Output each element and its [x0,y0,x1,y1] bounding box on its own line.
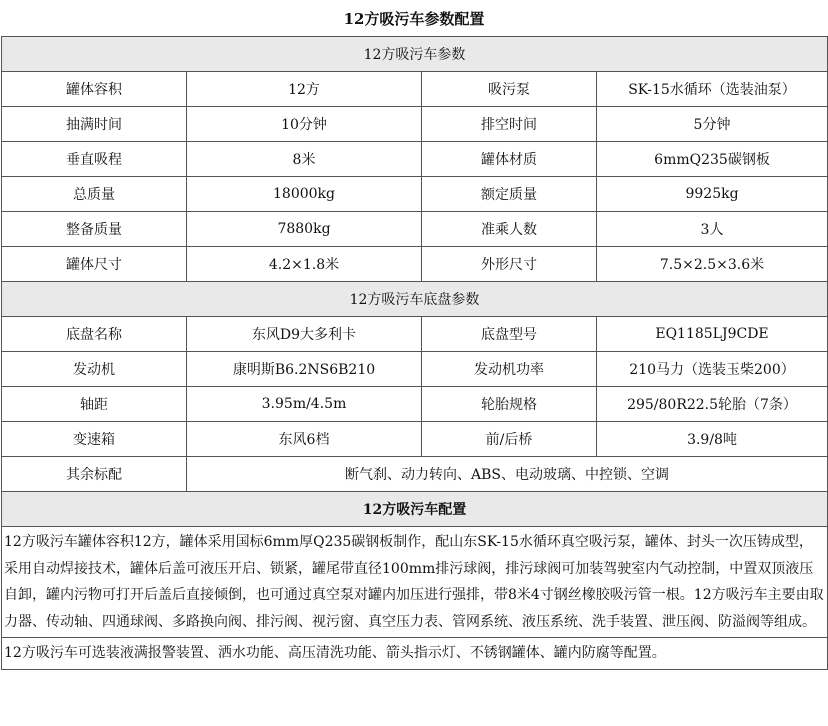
table-row [2,177,828,212]
param-value: 10分钟 [187,107,422,142]
param-value: 9925kg [597,177,828,212]
param-label: 底盘型号 [422,317,597,352]
other-label: 其余标配 [2,457,187,492]
param-value: 7880kg [187,212,422,247]
optional-config-paragraph: 12方吸污车可选装液满报警装置、洒水功能、高压清洗功能、箭头指示灯、不锈钢罐体、罐内防腐等配置。 [2,638,828,670]
param-label: 轮胎规格 [422,387,597,422]
param-label: 吸污泵 [422,72,597,107]
param-label: 额定质量 [422,177,597,212]
param-value: EQ1185LJ9CDE [597,317,828,352]
param-label: 总质量 [2,177,187,212]
param-label: 垂直吸程 [2,142,187,177]
page-title: 12方吸污车参数配置 [343,10,485,28]
param-value: 210马力（选装玉柴200） [597,352,828,387]
param-value: 康明斯B6.2NS6B210 [187,352,422,387]
table-row [2,387,828,422]
param-label: 发动机 [2,352,187,387]
param-label: 罐体尺寸 [2,247,187,282]
param-label: 外形尺寸 [422,247,597,282]
param-label: 轴距 [2,387,187,422]
param-value: 东风D9大多利卡 [187,317,422,352]
param-value: 6mmQ235碳钢板 [597,142,828,177]
section-header-row [2,37,828,72]
table-row [2,352,828,387]
param-value: 18000kg [187,177,422,212]
section-title-chassis: 12方吸污车底盘参数 [2,282,828,317]
param-value: 12方 [187,72,422,107]
param-label: 整备质量 [2,212,187,247]
table-row [2,142,828,177]
param-value: 3人 [597,212,828,247]
param-label: 底盘名称 [2,317,187,352]
table-row [2,107,828,142]
section-header-row [2,492,828,527]
table-row [2,247,828,282]
section-title-config: 12方吸污车配置 [2,492,828,527]
config-paragraph: 12方吸污车罐体容积12方，罐体采用国标6mm厚Q235碳钢板制作，配山东SK-15水循环真空吸污泵，罐体、封头一次压铸成型，采用自动焊接技术，罐体后盖可液压开启、锁紧，罐尾带直径100mm排污球阀，排污球阀可加装驾驶室内气动控制，中置双顶液压自卸，罐内污物可打开后盖后直接倾倒，也可通过真空泵对罐内加压进行强排，带8米4寸钢丝橡胶吸污管一根。12方吸污车主要由取力器、传动轴、四通球阀、多路换向阀、排污阀、视污窗、真空压力表、管网系统、液压系统、洗手装置、泄压阀、防溢阀等组成。 [2,527,828,638]
table-row [2,317,828,352]
param-value: SK-15水循环（选装油泵） [597,72,828,107]
section-title-params: 12方吸污车参数 [2,37,828,72]
param-label: 前/后桥 [422,422,597,457]
table-row [2,72,828,107]
param-label: 排空时间 [422,107,597,142]
param-value: 3.9/8吨 [597,422,828,457]
param-label: 变速箱 [2,422,187,457]
table-row [2,527,828,638]
section-header-row [2,282,828,317]
param-label: 抽满时间 [2,107,187,142]
param-value: 3.95m/4.5m [187,387,422,422]
table-row [2,422,828,457]
other-value: 断气刹、动力转向、ABS、电动玻璃、中控锁、空调 [187,457,828,492]
param-label: 发动机功率 [422,352,597,387]
param-value: 东风6档 [187,422,422,457]
table-row [2,638,828,670]
spec-table [1,36,828,670]
param-value: 4.2×1.8米 [187,247,422,282]
table-row [2,212,828,247]
param-label: 罐体材质 [422,142,597,177]
param-value: 7.5×2.5×3.6米 [597,247,828,282]
table-row [2,457,828,492]
param-value: 8米 [187,142,422,177]
param-label: 准乘人数 [422,212,597,247]
param-label: 罐体容积 [2,72,187,107]
param-value: 5分钟 [597,107,828,142]
param-value: 295/80R22.5轮胎（7条） [597,387,828,422]
